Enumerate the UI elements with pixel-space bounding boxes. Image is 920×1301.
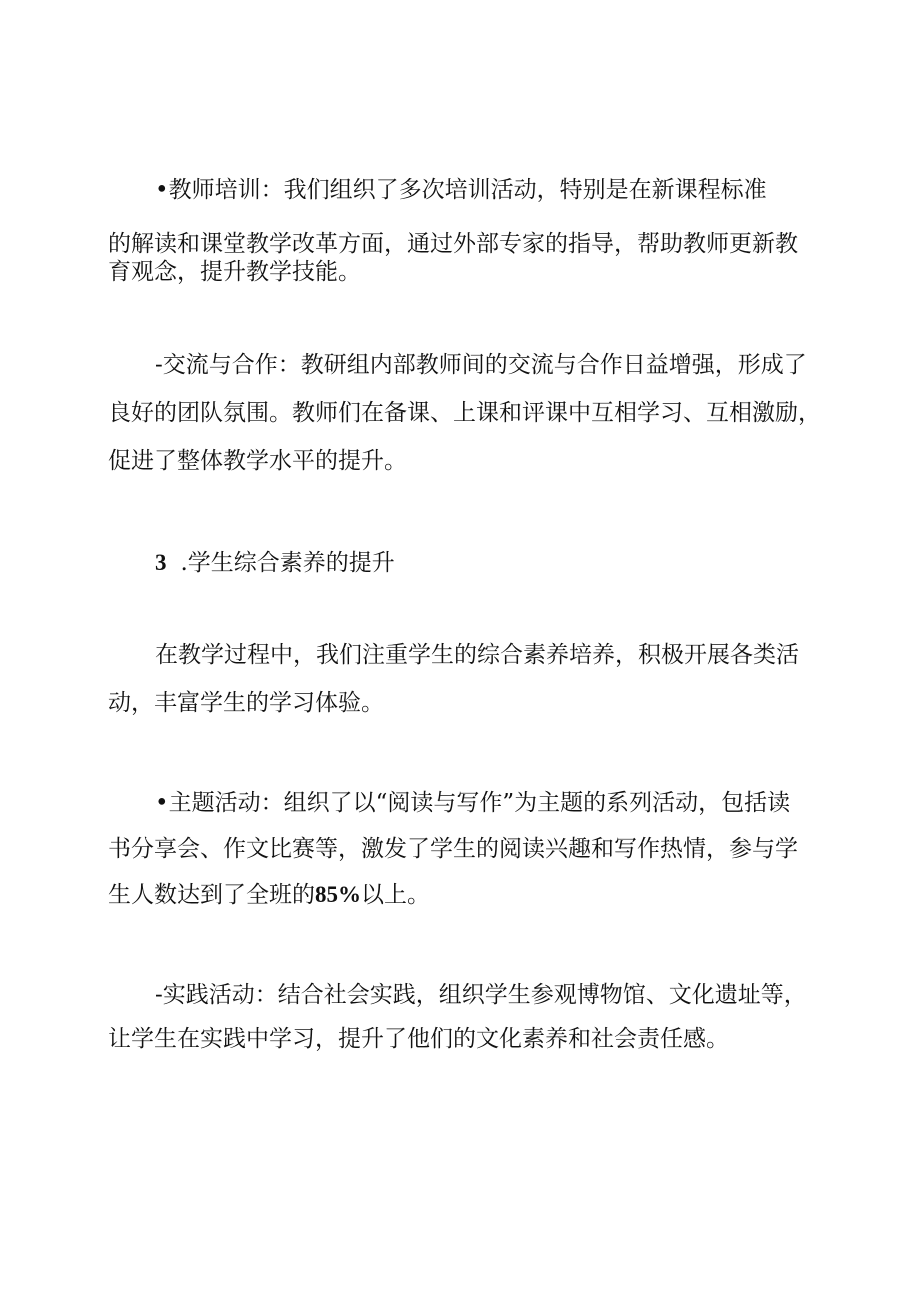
paragraph-literacy-line-2: 动，丰富学生的学习体验。	[108, 690, 384, 716]
theme-activity-text-before: 生人数达到了全班的	[108, 882, 315, 908]
section-number: 3	[155, 550, 167, 575]
paragraph-exchange-line-1: -交流与合作：教研组内部教师间的交流与合作日益增强，形成了	[155, 352, 807, 378]
paragraph-teacher-training-line-1: •教师培训：我们组织了多次培训活动，特别是在新课程标准	[155, 177, 767, 203]
theme-activity-text-after: 以上。	[361, 882, 430, 908]
paragraph-literacy-line-1: 在教学过程中，我们注重学生的综合素养培养，积极开展各类活	[155, 642, 799, 668]
paragraph-practice-activity-line-2: 让学生在实践中学习，提升了他们的文化素养和社会责任感。	[108, 1026, 729, 1052]
paragraph-theme-activity-line-2: 书分享会、作文比赛等，激发了学生的阅读兴趣和写作热情，参与学	[108, 836, 798, 862]
paragraph-theme-activity-line-1: •主题活动：组织了以“阅读与写作”为主题的系列活动，包括读	[155, 790, 791, 816]
participation-percentage: 85%	[315, 882, 361, 907]
paragraph-practice-activity-line-1: -实践活动：结合社会实践，组织学生参观博物馆、文化遗址等，	[155, 982, 807, 1008]
paragraph-theme-activity-line-3	[108, 880, 430, 910]
paragraph-exchange-line-2: 良好的团队氛围。教师们在备课、上课和评课中互相学习、互相激励，	[108, 400, 821, 426]
paragraph-exchange-line-3: 促进了整体教学水平的提升。	[108, 448, 407, 474]
paragraph-teacher-training-line-3: 育观念，提升教学技能。	[108, 259, 361, 285]
section-heading-3	[155, 548, 395, 578]
paragraph-teacher-training-line-2: 的解读和课堂教学改革方面，通过外部专家的指导，帮助教师更新教	[108, 231, 798, 257]
section-title: .学生综合素养的提升	[180, 550, 395, 576]
